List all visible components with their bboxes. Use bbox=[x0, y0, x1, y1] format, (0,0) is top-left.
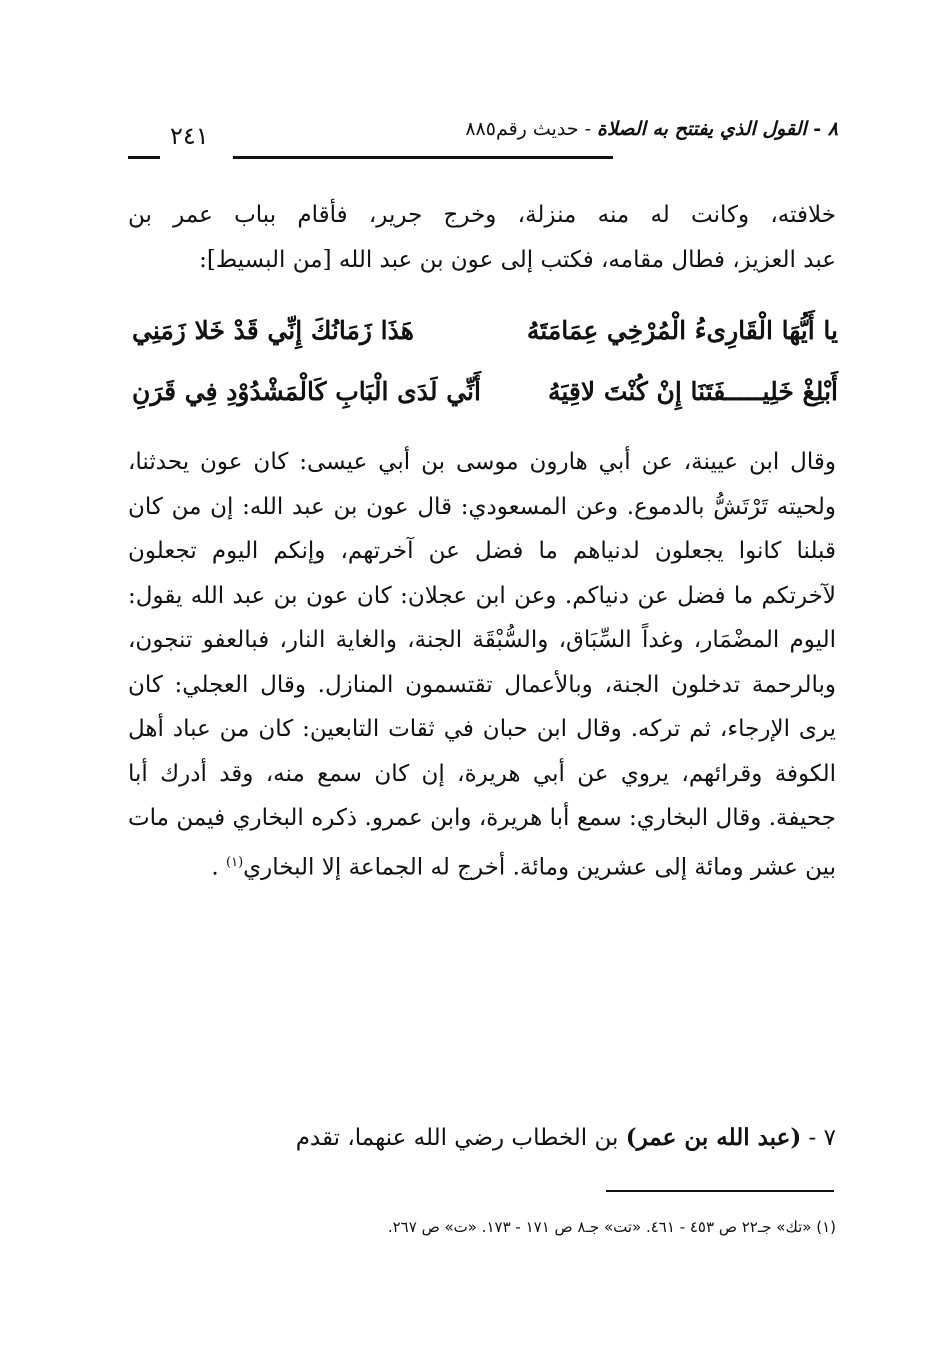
paragraph-line: عبد العزيز، فطال مقامه، فكتب إلى عون بن عبد الله [من البسيط]: bbox=[199, 246, 836, 273]
footnote-marker: (١) bbox=[226, 854, 244, 870]
page-number-rule bbox=[128, 156, 160, 159]
verse-row bbox=[132, 300, 838, 361]
footnote-rule bbox=[606, 1190, 834, 1192]
header-title bbox=[465, 118, 838, 140]
verse-first-hemistich: أَبْلِغْ خَلِيـــــفَتَنَا إِنْ كُنْتَ لاقِيَهُ bbox=[547, 377, 838, 406]
paragraph-main bbox=[128, 440, 836, 890]
verse-row bbox=[132, 361, 838, 422]
entry-text: بن الخطاب رضي الله عنهما، تقدم bbox=[295, 1125, 626, 1151]
paragraph-entry bbox=[128, 1116, 836, 1161]
chapter-title: ٨ - القول الذي يفتتح به الصلاة bbox=[597, 118, 838, 140]
header-rule bbox=[233, 156, 613, 159]
entry-name: (عبد الله بن عمر) bbox=[625, 1124, 802, 1151]
verse-second-hemistich: هَذَا زَمَانُكَ إِنِّي قَدْ خَلا زَمَنِي bbox=[132, 316, 414, 345]
footnote: (١) «تك» جـ٢٢ ص ٤٥٣ - ٤٦١. «تت» جـ٨ ص ١٧١ - ١٧٣. «ت» ص ٢٦٧. bbox=[387, 1218, 836, 1236]
poem-verses bbox=[132, 300, 838, 422]
hadith-reference: - حديث رقم٨٨٥ bbox=[465, 118, 598, 140]
paragraph-body: وقال ابن عيينة، عن أبي هارون موسى بن أبي عيسى: كان عون يحدثنا، ولحيته تَرْتَشُّ بالدموع. وعن المسعودي: قال عون بن عبد الله: إن من كان قبلنا كانوا يجعلون لدنياهم ما فضل عن آخرتهم، وإنكم اليوم تجعلون لآخرتكم ما فضل عن دنياكم. وعن ابن عجلان: كان عون بن عبد الله يقول: اليوم المضْمَار، وغداً السِّبَاق، والسُّبْقَة الجنة، والغاية النار، فبالعفو تنجون، وبالرحمة تدخلون الجنة، وبالأعمال تقتسمون المنازل. وقال العجلي: كان يرى الإرجاء، ثم تركه. وقال ابن حبان في ثقات التابعين: كان من عباد أهل الكوفة وقرائهم، يروي عن أبي هريرة، إن كان سمع منه، وقد أدرك أبا جحيفة. وقال البخاري: سمع أبا هريرة، وابن عمرو. ذكره البخاري فيمن مات بين عشر ومائة إلى عشرين ومائة. أخرج له الجماعة إلا البخاري bbox=[128, 449, 836, 881]
paragraph-tail: . bbox=[211, 854, 226, 881]
paragraph-line: خلافته، وكانت له منه منزلة، وخرج جرير، فأقام بباب عمر بن bbox=[128, 202, 836, 228]
entry-number: ٧ - bbox=[801, 1125, 836, 1151]
page-number: ٢٤١ bbox=[170, 122, 209, 150]
verse-second-hemistich: أَنِّي لَدَى الْبَابِ كَالْمَشْدُوْدِ فِي قَرَنِ bbox=[132, 377, 481, 406]
verse-first-hemistich: يا أَيُّهَا الْقَارِىءُ الْمُرْخِي عِمَامَتَهُ bbox=[526, 316, 838, 345]
paragraph-intro bbox=[128, 193, 836, 282]
